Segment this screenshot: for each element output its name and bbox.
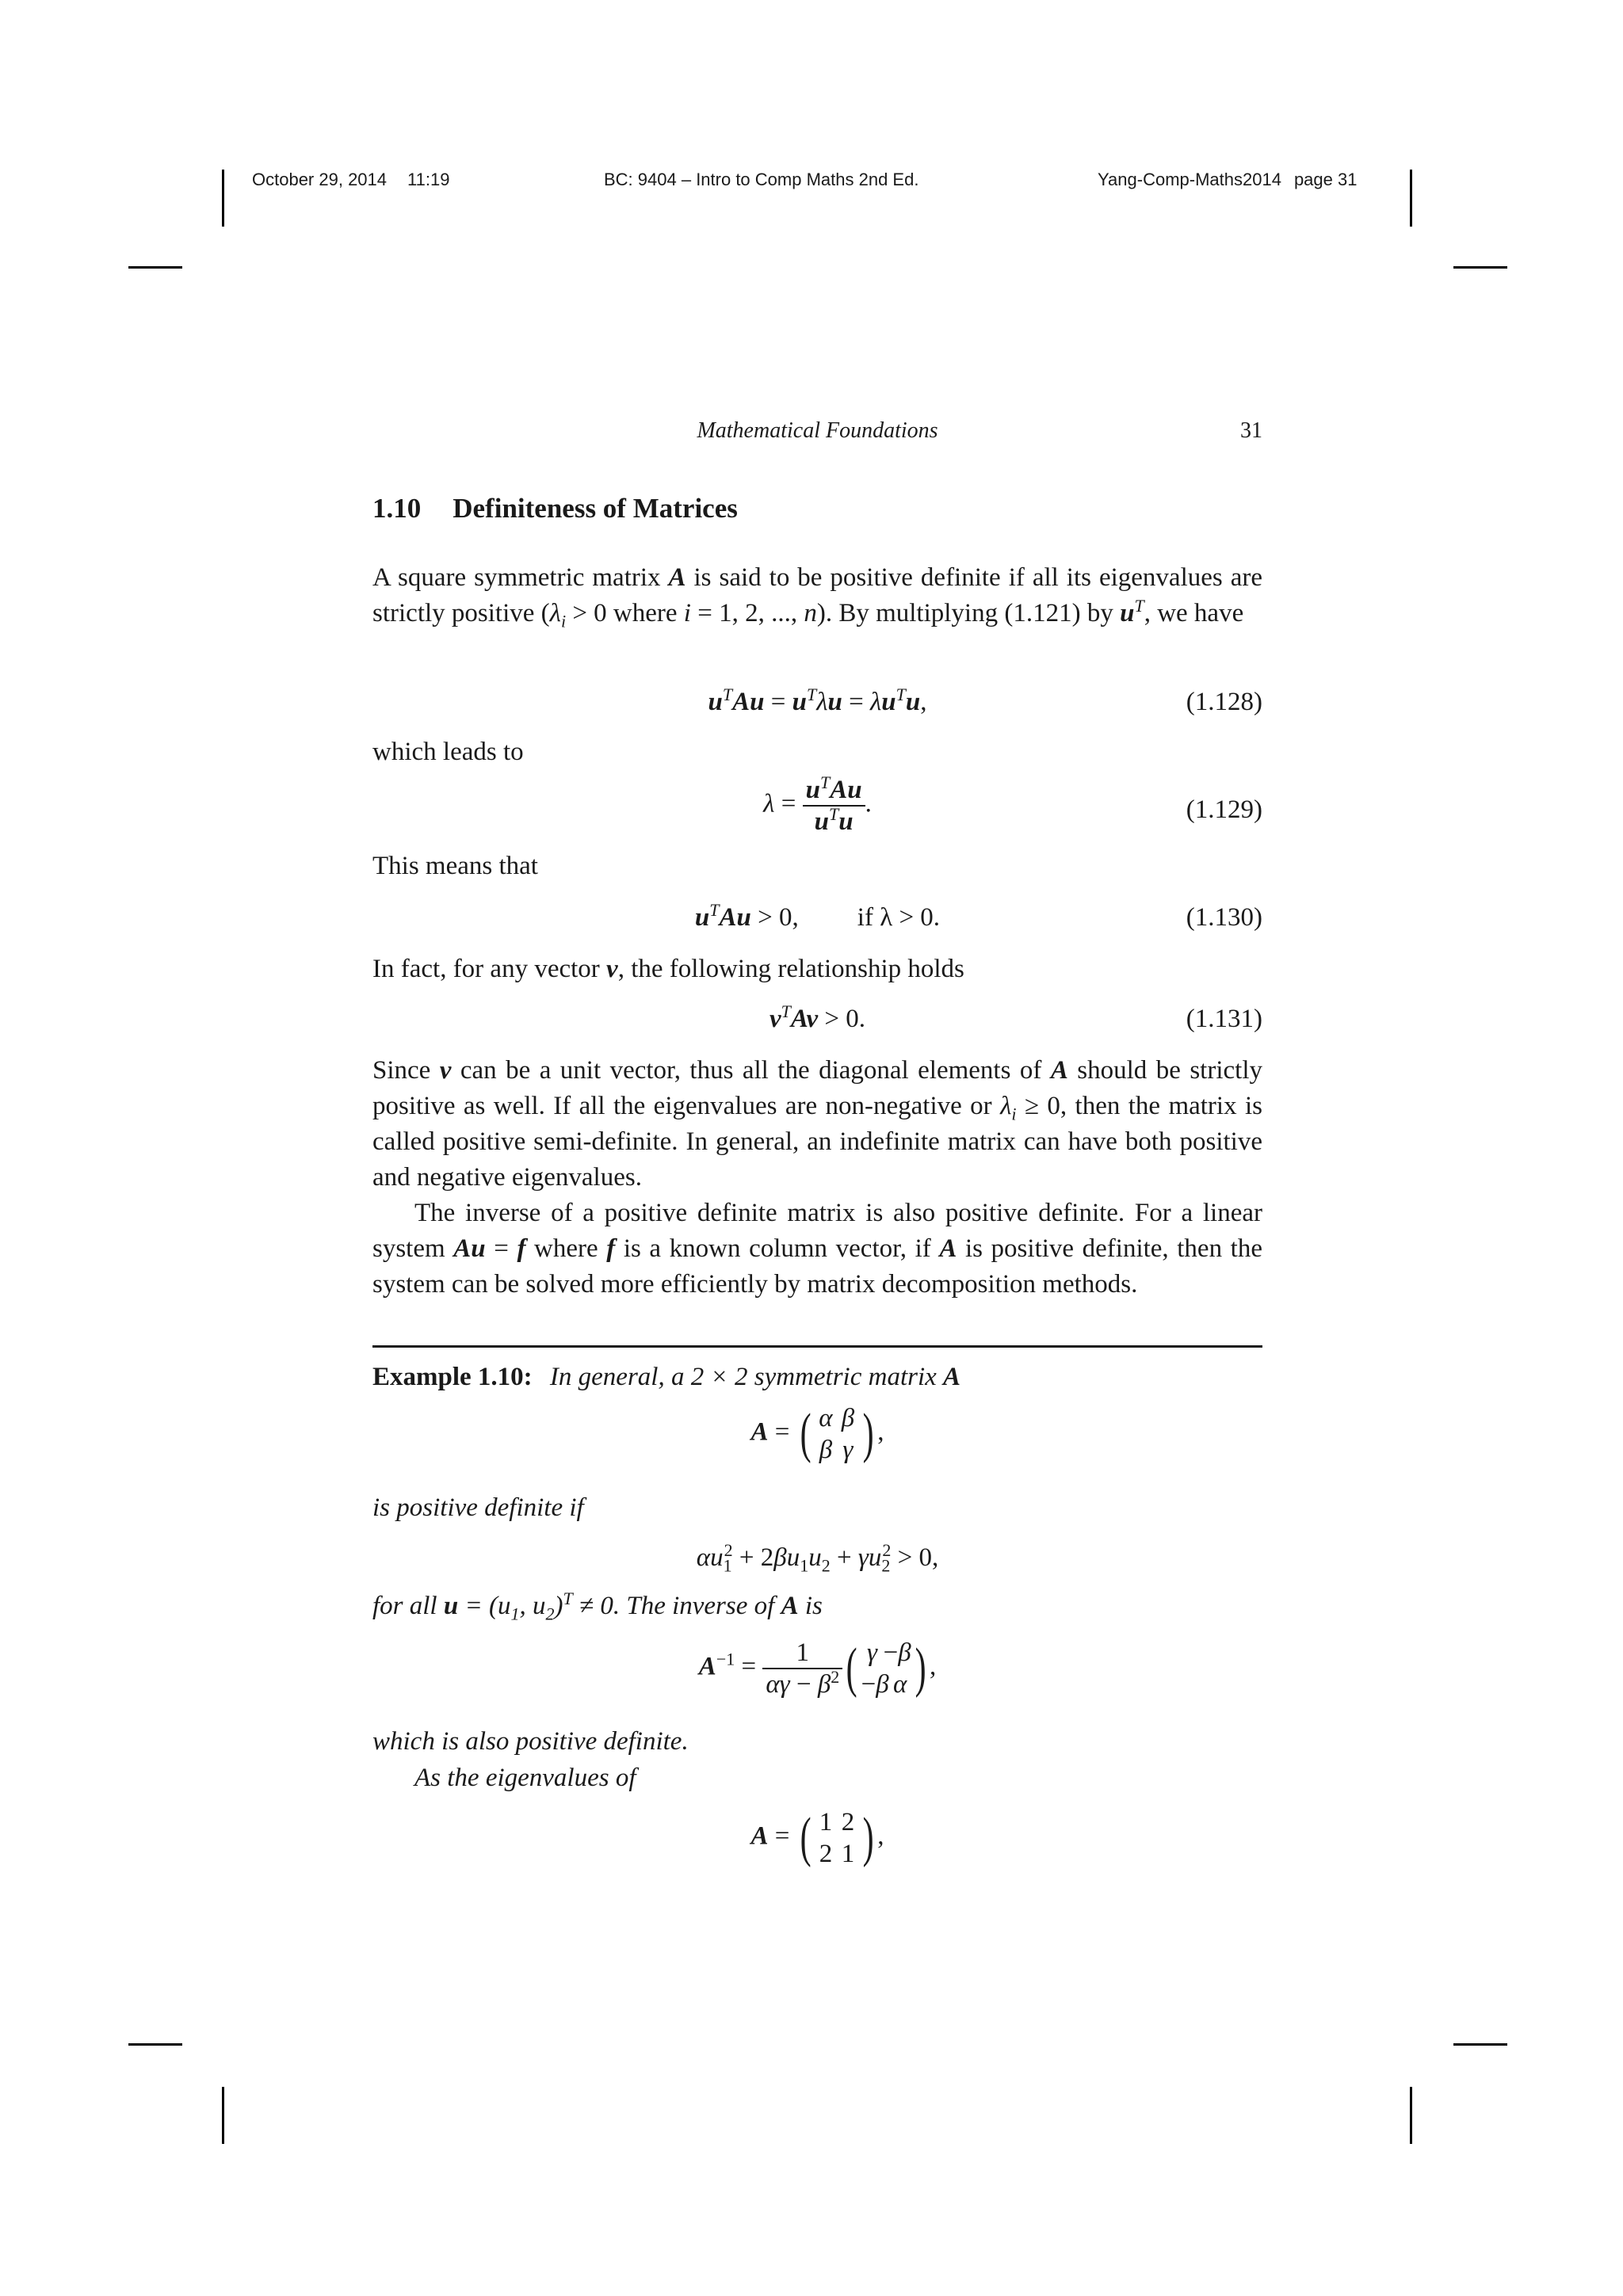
paragraph-intro: A square symmetric matrix A is said to be positive definite if all its eigenvalues are strictly positive ($\lambda_i > 0$ where i = 1, 2, ..., n). By multiplying (1.121) by $u^T$, we have bbox=[372, 563, 1262, 631]
trim-mark bbox=[222, 2087, 224, 2144]
equation-body: $u^TAu > 0$, if λ > 0. bbox=[694, 900, 941, 932]
matrix: α β β γ bbox=[819, 1404, 855, 1464]
paragraph-in-fact: In fact, for any vector v, the following relationship holds bbox=[372, 955, 964, 983]
trim-mark bbox=[1453, 2043, 1507, 2046]
example-intro: In general, a 2 × 2 symmetric matrix A bbox=[549, 1363, 961, 1391]
header-file bbox=[1098, 170, 1357, 190]
example-label: Example 1.10: bbox=[372, 1363, 533, 1391]
matrix: 1 2 2 1 bbox=[819, 1808, 855, 1868]
trim-mark bbox=[222, 170, 224, 227]
equation-number: (1.130) bbox=[1186, 903, 1262, 932]
body-text bbox=[372, 560, 1262, 631]
text-ex-also: which is also positive definite. bbox=[372, 1727, 689, 1756]
trim-mark bbox=[1410, 2087, 1412, 2144]
text-ex-as: As the eigenvalues of bbox=[414, 1764, 636, 1792]
section-number: 1.10 bbox=[372, 493, 422, 524]
equation-body: λ = $\frac{u^TAu}{u^Tu}$ . bbox=[763, 772, 872, 836]
body-text-2 bbox=[372, 1053, 1262, 1302]
text-in-fact bbox=[372, 952, 1262, 987]
matrix: γ −β −β α bbox=[861, 1638, 911, 1699]
paragraph-since: Since v can be a unit vector, thus all the diagonal elements of A should be strictly positive as well. If all the eigenvalues are non-negative or $\lambda_i \ge 0$, then the matrix is called positive semi-definite. In general, an indefinite matrix can have both positive and negative eigenvalues. bbox=[372, 1056, 1262, 1192]
header-date-text: October 29, 2014 bbox=[252, 170, 388, 189]
example-rule bbox=[372, 1345, 1262, 1348]
header-book: BC: 9404 – Intro to Comp Maths 2nd Ed. bbox=[604, 170, 919, 189]
matrix-A-numeric: A = ( 1 2 2 1 ) , bbox=[750, 1807, 884, 1868]
header-time: 11:19 bbox=[407, 170, 450, 189]
running-head-page: 31 bbox=[1240, 418, 1262, 443]
equation-inverse: $A^{-1}$ = $\frac{1}{\alpha\gamma - \beta^2}$ ( γ −β −β α ) , bbox=[698, 1638, 937, 1699]
header-file-text: Yang-Comp-Maths2014 bbox=[1098, 170, 1281, 189]
trim-mark bbox=[1453, 266, 1507, 269]
header-date bbox=[252, 170, 449, 190]
equation-body: $v^TAv > 0$. bbox=[769, 1001, 865, 1033]
section-heading bbox=[372, 493, 738, 524]
equation-number: (1.129) bbox=[1186, 795, 1262, 824]
equation-body: $u^TAu = u^T\lambda u = \lambda u^Tu$, bbox=[708, 685, 927, 716]
trim-mark bbox=[128, 2043, 182, 2046]
paragraph-inverse: The inverse of a positive definite matrix is also positive definite. For a linear system Au = f where f is a known column vector, if A is positive definite, then the system can be solved more efficiently by matrix decomposition methods. bbox=[372, 1199, 1262, 1299]
equation-number: (1.128) bbox=[1186, 688, 1262, 716]
equation-number: (1.131) bbox=[1186, 1005, 1262, 1033]
text-this-means: This means that bbox=[372, 852, 538, 880]
equation-condition: if λ > 0. bbox=[857, 903, 941, 932]
matrix-A-general: A = ( α β β γ ) , bbox=[750, 1403, 884, 1464]
example-1-10 bbox=[372, 1360, 1262, 1395]
trim-mark bbox=[1410, 170, 1412, 227]
text-which-leads: which leads to bbox=[372, 738, 524, 766]
trim-mark bbox=[128, 266, 182, 269]
equation-quadratic: $\alpha u_1^2 + 2\beta u_1u_2 + \gamma u_2^2 > 0$, bbox=[696, 1540, 939, 1576]
section-title: Definiteness of Matrices bbox=[453, 493, 738, 524]
text-ex-cond: is positive definite if bbox=[372, 1493, 584, 1522]
header-page: page 31 bbox=[1293, 170, 1358, 189]
running-head-title: Mathematical Foundations bbox=[697, 418, 938, 443]
text-for-all: for all $u = (u_1$, $u_2)^T \ne 0$. The inverse of A is bbox=[372, 1589, 823, 1624]
